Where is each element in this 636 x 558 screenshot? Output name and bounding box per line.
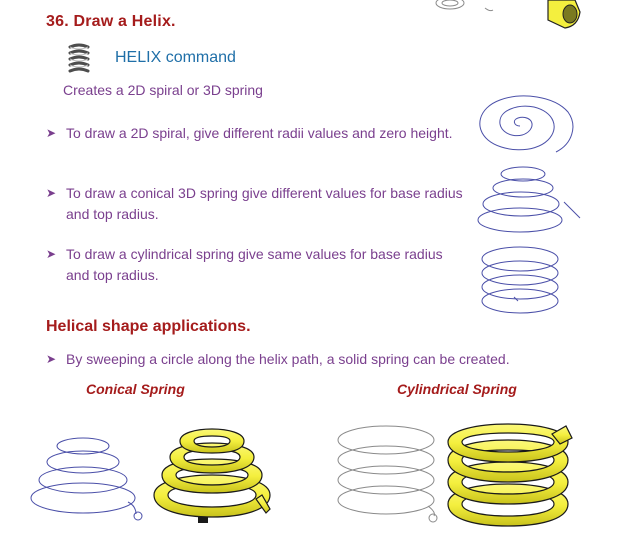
bullet-text: To draw a cylindrical spring give same values for base radius and top radius. bbox=[66, 246, 443, 283]
bullet-conical-spring bbox=[46, 183, 466, 225]
command-name: HELIX command bbox=[115, 49, 236, 66]
applications-title: Helical shape applications. bbox=[46, 318, 251, 335]
section-title: 36. Draw a Helix. bbox=[46, 13, 176, 30]
helix-spring-icon bbox=[63, 42, 95, 74]
top-right-spring-fragment bbox=[430, 0, 580, 35]
figure-conical-wire bbox=[478, 158, 588, 238]
caption-conical-spring: Conical Spring bbox=[86, 381, 185, 397]
bullet-text: To draw a conical 3D spring give different values for base radius and top radius. bbox=[66, 185, 463, 222]
caption-cylindrical-spring: Cylindrical Spring bbox=[397, 381, 517, 397]
bullet-arrow-icon: ➤ bbox=[46, 247, 57, 261]
conical-helix-wire bbox=[28, 432, 158, 524]
bullet-text: To draw a 2D spiral, give different radii values and zero height. bbox=[66, 125, 453, 141]
bullet-2d-spiral bbox=[46, 123, 466, 144]
bullet-arrow-icon: ➤ bbox=[46, 186, 57, 200]
command-description: Creates a 2D spiral or 3D spring bbox=[63, 82, 263, 98]
cylindrical-solid-spring bbox=[442, 420, 578, 532]
bullet-arrow-icon: ➤ bbox=[46, 126, 57, 140]
conical-solid-spring bbox=[148, 423, 278, 525]
figure-2d-spiral bbox=[462, 90, 582, 160]
bullet-arrow-icon: ➤ bbox=[46, 352, 57, 366]
bullet-sweep bbox=[46, 349, 606, 369]
cylindrical-helix-wire bbox=[332, 418, 452, 524]
figure-cylindrical-wire bbox=[478, 243, 578, 323]
bullet-text: By sweeping a circle along the helix path, a solid spring can be created. bbox=[66, 351, 510, 367]
bullet-cylindrical-spring bbox=[46, 244, 466, 286]
